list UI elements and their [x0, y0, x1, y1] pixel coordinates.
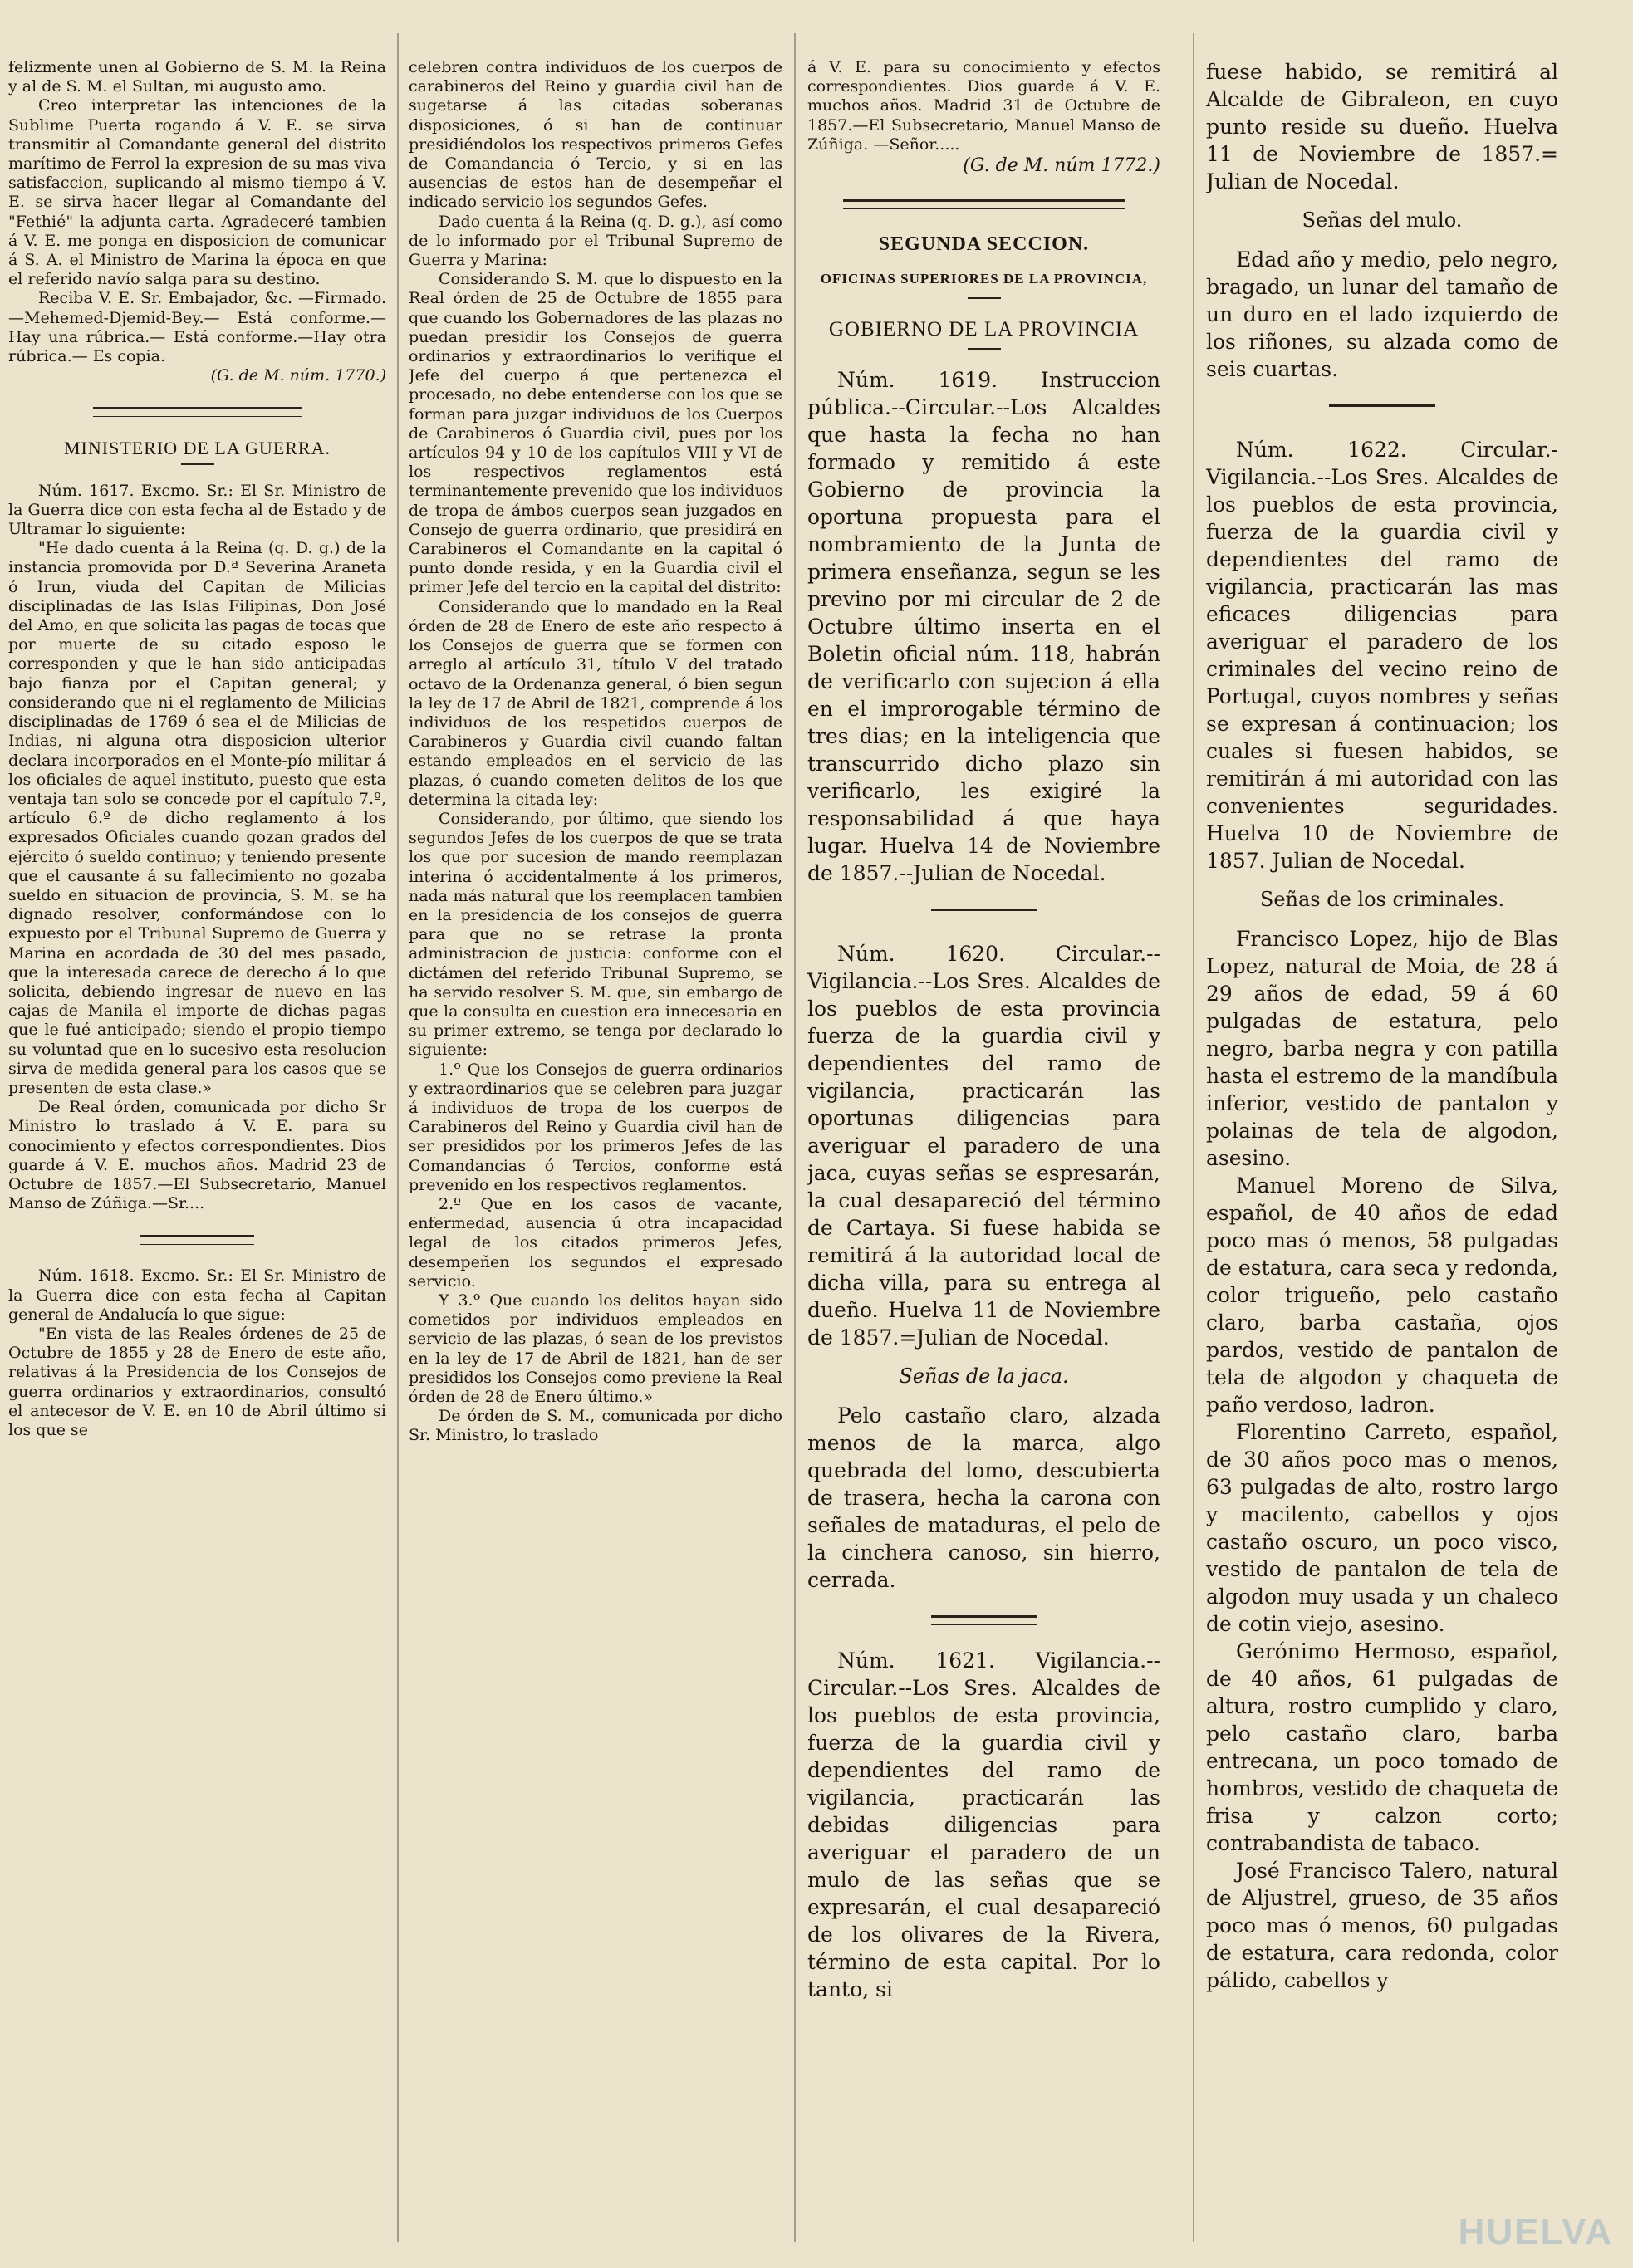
paragraph: Núm. 1622. Circular.-Vigilancia.--Los Sres. Alcaldes de los pueblos de esta provincia, fuerza de la guardia civil y dependientes del ramo de vigilancia, practicarán las mas eficaces diligencias para averiguar el paradero de los criminales del vecino reino de Portugal, cuyos nombres y señas se expresan á continuacion; los cuales si fuesen habidos, se remitirán á mi autoridad con las convenientes seguridades. Huelva 10 de Noviembre de 1857. Julian de Nocedal. [1206, 438, 1558, 873]
subheading: Señas de la jaca. [899, 1364, 1069, 1389]
section-heading: SEGUNDA SECCION. [878, 233, 1090, 256]
paragraph: Núm. 1619. Instruccion pública.--Circular.--Los Alcaldes que hasta la fecha no han formado y remitido á este Gobierno de provincia la oportuna propuesta para el nombramiento de la Junta de primera enseñanza, segun se les previno por mi circular de 2 de Octubre último inserta en el Boletin oficial núm. 118, habrán de verificarlo con sujecion á ella en el improrogable término de tres dias; en la inteligencia que transcurrido dicho plazo sin verificarlo, les exigiré la responsabilidad á que haya lugar. Huelva 14 de Noviembre de 1857.--Julian de Nocedal. [807, 368, 1160, 886]
section-rule [140, 1235, 254, 1245]
paragraph: Gerónimo Hermoso, español, de 40 años, 61 pulgadas de altura, rostro cumplido y claro, pelo castaño claro, barba entrecana, un poco tomado de hombros, vestido de chaqueta de frisa y calzon corto; contrabandista de tabaco. [1206, 1639, 1558, 1855]
paragraph: Y 3.º Que cuando los delitos hayan sido cometidos por individuos empleados en servicio de las plazas, ó sean de los previstos en la ley de 17 de Abril de 1821, han de ser presididos los Consejos como previene la Real órden de 28 de Enero último.» [409, 1291, 782, 1407]
column-divider [794, 33, 796, 2242]
paragraph: Núm. 1618. Excmo. Sr.: El Sr. Ministro de la Guerra dice con esta fecha al Capitan general de Andalucía lo que sigue: [8, 1266, 386, 1324]
section-rule [1329, 404, 1434, 414]
paragraph: De Real órden, comunicada por dicho Sr Ministro lo traslado á V. E. para su conocimiento y efectos correspondientes. Dios guarde á V. E. muchos años. Madrid 23 de Octubre de 1857.—El Subsecretario, Manuel Manso de Zúñiga.—Sr.... [8, 1098, 386, 1213]
section-rule [931, 909, 1037, 918]
paragraph: celebren contra individuos de los cuerpos de carabineros del Reino y guardia civil han de sugetarse á las citadas soberanas disposiciones, ó si han de continuar presidiéndolos los respectivos primeros Gefes de Comandancia ó Tercio, y si en las ausencias de estos han de desempeñar el indicado servicio los segundos Gefes. [409, 58, 782, 212]
paragraph: De órden de S. M., comunicada por dicho Sr. Ministro, lo traslado [409, 1407, 782, 1445]
source-citation: (G. de M. núm. 1770.) [210, 366, 386, 385]
paragraph: Edad año y medio, pelo negro, bragado, un lunar del tamaño de un duro en el lado izquierdo de los riñones, su alzada como de seis cuartas. [1206, 247, 1558, 381]
paragraph: "He dado cuenta á la Reina (q. D. g.) de la instancia promovida por D.ª Severina Araneta ó Irun, viuda del Capitan de Milicias disciplinadas de las Islas Filipinas, Don José del Amo, en que solicita las pagas de tocas que por muerte de su citado esposo le corresponden y que le han sido anticipadas bajo fianza por el Capitan general; y considerando que ni el reglamento de Milicias disciplinadas de 1769 ó sea el de Milicias de Indias, ni alguna otra disposicion ulterior declara incorporados en el Monte-pío militar á los oficiales de aquel instituto, puesto que esta ventaja tan solo se concede por el capítulo 7.º, artículo 6.º de dicho reglamento á los expresados Oficiales cuando gozan grados del ejército ó sueldo continuo; y teniendo presente que el causante á su fallecimiento no gozaba sueldo en situacion de provincia, S. M. se ha dignado resolver, conformándose con lo expuesto por el Tribunal Supremo de Guerra y Marina en acordada de 30 del mes pasado, que la interesada carece de derecho á lo que solicita, debiendo ingresar de nuevo en las cajas de Manila el importe de dichas pagas que le fué anticipado; siendo el propio tiempo su voluntad que en lo sucesivo esta resolucion sirva de medida general para los casos que se presenten de esta clase.» [8, 539, 386, 1097]
heading-dash [181, 463, 214, 465]
paragraph: 1.º Que los Consejos de guerra ordinarios y extraordinarios que se celebren para juzgar á individuos de tropa de los cuerpos de Carabineros del Reino y Guardia civil han de ser presididos por los primeros Jefes de las Comandancias ó Tercios, conforme está prevenido en los respectivos reglamentos. [409, 1060, 782, 1194]
paragraph: Manuel Moreno de Silva, español, de 40 años de edad poco mas ó menos, 58 pulgadas de estatura, cara seca y redonda, color trigueño, pelo castaño claro, barba castaña, ojos pardos, vestido de pantalon de tela de algodon y chaqueta de paño verdoso, ladron. [1206, 1173, 1558, 1417]
column-4 [1206, 58, 1558, 2242]
paragraph: Considerando S. M. que lo dispuesto en la Real órden de 25 de Octubre de 1855 para que cuando los Gobernadores de las plazas no puedan presidir los Consejos de guerra ordinarios y extraordinarios lo verifique el Jefe del cuerpo á que pertenezca el procesado, no debe entenderse con los que se forman para juzgar individuos de los Cuerpos de Carabineros ó Guardia civil, pues por los artículos 94 y 10 de los capítulos VIII y VI de los respectivos reglamentos está terminantemente prevenido que los individuos de tropa de ámbos cuerpos sean juzgados en Consejo de guerra ordinario, que presidirá en Carabineros el Comandante en la capital ó punto donde resida, y en la Guardia civil el primer Jefe del tercio en la capital del distrito: [409, 270, 782, 597]
paragraph: Pelo castaño claro, alzada menos de la marca, algo quebrada del lomo, descubierta de trasera, hecha la carona con señales de mataduras, el pelo de la cinchera canoso, sin hierro, cerrada. [807, 1403, 1160, 1593]
column-3 [807, 58, 1160, 2242]
heading-dash [968, 348, 1001, 350]
paragraph: felizmente unen al Gobierno de S. M. la Reina y al de S. M. el Sultan, mi augusto amo. [8, 58, 386, 96]
paragraph: Considerando, por último, que siendo los segundos Jefes de los cuerpos de que se trata los que por sucesion de mando reemplazan interina ó accidentalmente á los primeros, nada más natural que los reemplacen tambien en la presidencia de los consejos de guerra para que no se retrase la pronta administracion de justicia: conforme con el dictámen del referido Tribunal Supremo, se ha servido resolver S. M. que, sin embargo de que la consulta en cuestion era innecesaria en su primer extremo, se tenga por declarado lo siguiente: [409, 809, 782, 1060]
heading-dash [968, 297, 1001, 299]
paragraph: fuese habido, se remitirá al Alcalde de Gibraleon, en cuyo punto reside su dueño. Huelva 11 de Noviembre de 1857.= Julian de Nocedal. [1206, 60, 1558, 193]
paragraph: Reciba V. E. Sr. Embajador, &c. —Firmado.—Mehemed-Djemid-Bey.— Está conforme.—Hay una rúbrica.— Está conforme.—Hay otra rúbrica.— Es copia. [8, 289, 386, 366]
paragraph: 2.º Que en los casos de vacante, enfermedad, ausencia ú otra incapacidad legal de los citados primeros Jefes, desempeñen los segundos el expresado servicio. [409, 1194, 782, 1291]
source-citation: (G. de M. núm 1772.) [963, 155, 1160, 177]
paragraph: José Francisco Talero, natural de Aljustrel, grueso, de 35 años poco mas ó menos, 60 pulgadas de estatura, cara redonda, color pálido, cabellos y [1206, 1859, 1558, 1992]
paragraph: Dado cuenta á la Reina (q. D. g.), así como de lo informado por el Tribunal Supremo de Guerra y Marina: [409, 212, 782, 270]
column-divider [397, 33, 399, 2242]
column-divider [1193, 33, 1194, 2242]
paragraph: Considerando que lo mandado en la Real órden de 28 de Enero de este año respecto á los Consejos de guerra que se formen con arreglo al artículo 31, título V del tratado octavo de la Ordenanza general, ó bien segun la ley de 17 de Abril de 1821, comprende á los individuos de los respetidos cuerpos de Carabineros y Guardia civil cuando faltan estando empleados en el servicio de las plazas, ó cuando cometen delitos de los que determina la citada ley: [409, 597, 782, 809]
subheading: Señas de los criminales. [1259, 888, 1505, 911]
paragraph: Florentino Carreto, español, de 30 años poco mas o menos, 63 pulgadas de alto, rostro largo y macilento, cabellos y ojos castaño oscuro, un poco visco, vestido de pantalon de tela de algodon muy usada y un chaleco de cotin viejo, asesino. [1206, 1420, 1558, 1636]
paragraph: Núm. 1617. Excmo. Sr.: El Sr. Ministro de la Guerra dice con esta fecha al de Estado y de Ultramar lo siguiente: [8, 481, 386, 539]
subsection-heading: OFICINAS SUPERIORES DE LA PROVINCIA, [820, 271, 1148, 287]
paragraph: Creo interpretar las intenciones de la Sublime Puerta rogando á V. E. se sirva transmitir al Comandante general del distrito marítimo de Ferrol la expresion de su mas viva satisfaccion, suplicando al mismo tiempo á V. E. se sirva hacer llegar al Comandante del "Fethié" la adjunta carta. Agradeceré tambien á V. E. me ponga en disposicion de comunicar á S. A. el Ministro de Marina la época en que el referido navío salga para su destino. [8, 96, 386, 289]
column-1 [8, 58, 386, 2242]
column-2 [409, 58, 782, 2242]
paragraph: Núm. 1621. Vigilancia.-- Circular.--Los Sres. Alcaldes de los pueblos de esta provincia, fuerza de la guardia civil y dependientes del ramo de vigilancia, practicarán las debidas diligencias para averiguar el paradero de un mulo de las señas que se expresarán, el cual desapareció de los olivares de la Rivera, término de esta capital. Por lo tanto, si [807, 1648, 1160, 2002]
section-rule [843, 199, 1125, 209]
paragraph: "En vista de las Reales órdenes de 25 de Octubre de 1855 y 28 de Enero de este año, relativas á la Presidencia de los Consejos de guerra ordinarios y extraordinarios, consultó el antecesor de V. E. en 10 de Abril último si los que se [8, 1324, 386, 1439]
paragraph: Francisco Lopez, hijo de Blas Lopez, natural de Moia, de 28 á 29 años de edad, 59 á 60 pulgadas de estatura, pelo negro, barba negra y con patilla hasta el estremo de la mandíbula inferior, vestido de pantalon y polainas de tela de algodon, asesino. [1206, 927, 1558, 1170]
paragraph: á V. E. para su conocimiento y efectos correspondientes. Dios guarde á V. E. muchos años. Madrid 31 de Octubre de 1857.—El Subsecretario, Manuel Manso de Zúñiga. —Señor..... [807, 58, 1160, 154]
section-rule [931, 1615, 1037, 1625]
paragraph: Núm. 1620. Circular.--Vigilancia.--Los Sres. Alcaldes de los pueblos de esta provincia fuerza de la guardia civil y dependientes del ramo de vigilancia, practicarán las oportunas diligencias para averiguar el paradero de una jaca, cuyas señas se espresarán, la cual desapareció del término de Cartaya. Si fuese habida se remitirá á la autoridad local de dicha villa, para su entrega al dueño. Huelva 11 de Noviembre de 1857.=Julian de Nocedal. [807, 942, 1160, 1350]
section-heading: MINISTERIO DE LA GUERRA. [64, 438, 331, 459]
department-heading: GOBIERNO DE LA PROVINCIA [828, 318, 1140, 341]
subheading: Señas del mulo. [1302, 208, 1463, 232]
watermark-logo: HUELVA [1458, 2212, 1613, 2252]
section-rule [93, 407, 301, 417]
